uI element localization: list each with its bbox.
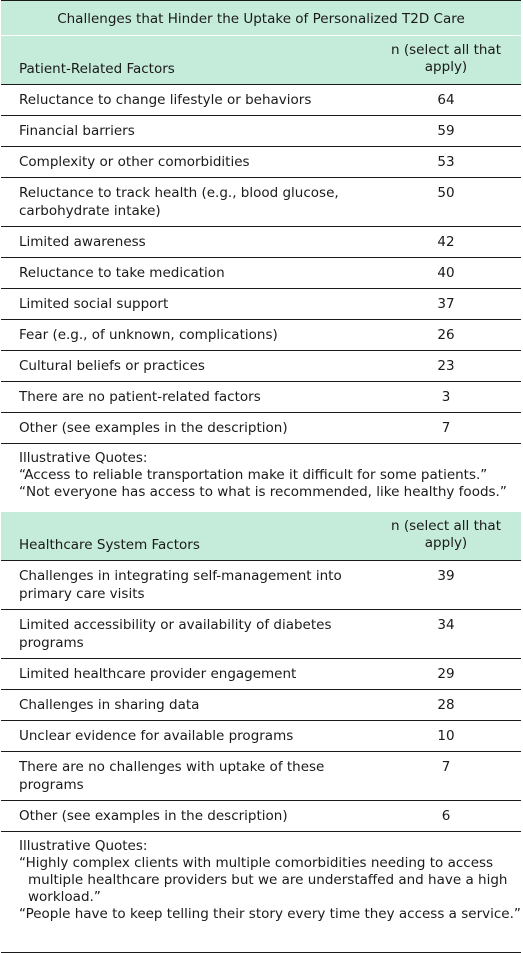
row-count: 59 (437, 123, 455, 139)
row-label: Financial barriers (19, 123, 135, 139)
system-quotes (1, 832, 521, 953)
system-n-heading: n (select all that apply) (391, 518, 501, 551)
row-count: 40 (437, 265, 455, 281)
table-row (1, 721, 521, 752)
table-row (1, 320, 521, 351)
patient-n-heading: n (select all that apply) (391, 42, 501, 75)
row-count: 64 (437, 92, 455, 108)
row-label: Reluctance to track health (e.g., blood glucose, carbohydrate intake) (19, 185, 339, 219)
table-row (1, 801, 521, 832)
row-label: Limited social support (19, 296, 169, 312)
row-count: 26 (437, 327, 455, 343)
table-row (1, 258, 521, 289)
table-row (1, 752, 521, 801)
table-row (1, 85, 521, 116)
row-count: 3 (441, 389, 451, 405)
row-label: Cultural beliefs or practices (19, 358, 205, 374)
row-count: 39 (437, 568, 455, 584)
table-row (1, 289, 521, 320)
row-label: Reluctance to change lifestyle or behaviors (19, 92, 312, 108)
row-count: 6 (441, 808, 451, 824)
row-label: Limited healthcare provider engagement (19, 666, 297, 682)
system-section-header (1, 511, 521, 561)
row-count: 23 (437, 358, 455, 374)
table-row (1, 610, 521, 659)
table-row (1, 561, 521, 610)
quotes-label: Illustrative Quotes: (19, 838, 148, 854)
patient-quotes (1, 444, 521, 511)
row-label: There are no challenges with uptake of these programs (19, 759, 325, 793)
row-label: Other (see examples in the description) (19, 420, 288, 436)
row-count: 53 (437, 154, 455, 170)
row-label: Other (see examples in the description) (19, 808, 288, 824)
patient-factors-heading: Patient-Related Factors (19, 61, 175, 77)
row-label: There are no patient-related factors (19, 389, 261, 405)
row-label: Reluctance to take medication (19, 265, 225, 281)
row-count: 29 (437, 666, 455, 682)
row-count: 10 (437, 728, 455, 744)
row-count: 42 (437, 234, 455, 250)
quote: “People have to keep telling their story every time they access a service.” (19, 906, 521, 922)
quotes-label: Illustrative Quotes: (19, 450, 148, 466)
row-count: 50 (437, 185, 455, 201)
row-label: Challenges in integrating self-management into primary care visits (19, 568, 342, 602)
row-label: Challenges in sharing data (19, 697, 200, 713)
row-label: Fear (e.g., of unknown, complications) (19, 327, 278, 343)
table-row (1, 178, 521, 227)
table-row (1, 382, 521, 413)
table-row (1, 227, 521, 258)
row-label: Limited awareness (19, 234, 146, 250)
table-title: Challenges that Hinder the Uptake of Personalized T2D Care (1, 0, 521, 35)
table-row (1, 351, 521, 382)
quote: “Highly complex clients with multiple comorbidities needing to access multiple healthcare providers but we are understaffed and have a high workload.” (19, 855, 508, 905)
row-count: 34 (437, 617, 455, 633)
quote: “Access to reliable transportation make it difficult for some patients.” (19, 467, 488, 483)
table-row (1, 659, 521, 690)
quote: “Not everyone has access to what is recommended, like healthy foods.” (19, 484, 507, 500)
system-factors-heading: Healthcare System Factors (19, 537, 200, 553)
challenges-table (1, 0, 521, 953)
table-row (1, 413, 521, 444)
row-count: 28 (437, 697, 455, 713)
table-row (1, 690, 521, 721)
row-label: Unclear evidence for available programs (19, 728, 294, 744)
row-count: 7 (441, 420, 451, 436)
patient-section-header (1, 35, 521, 85)
table-row (1, 116, 521, 147)
row-count: 37 (437, 296, 455, 312)
row-label: Complexity or other comorbidities (19, 154, 250, 170)
table-row (1, 147, 521, 178)
row-count: 7 (441, 759, 451, 775)
row-label: Limited accessibility or availability of diabetes programs (19, 617, 332, 651)
